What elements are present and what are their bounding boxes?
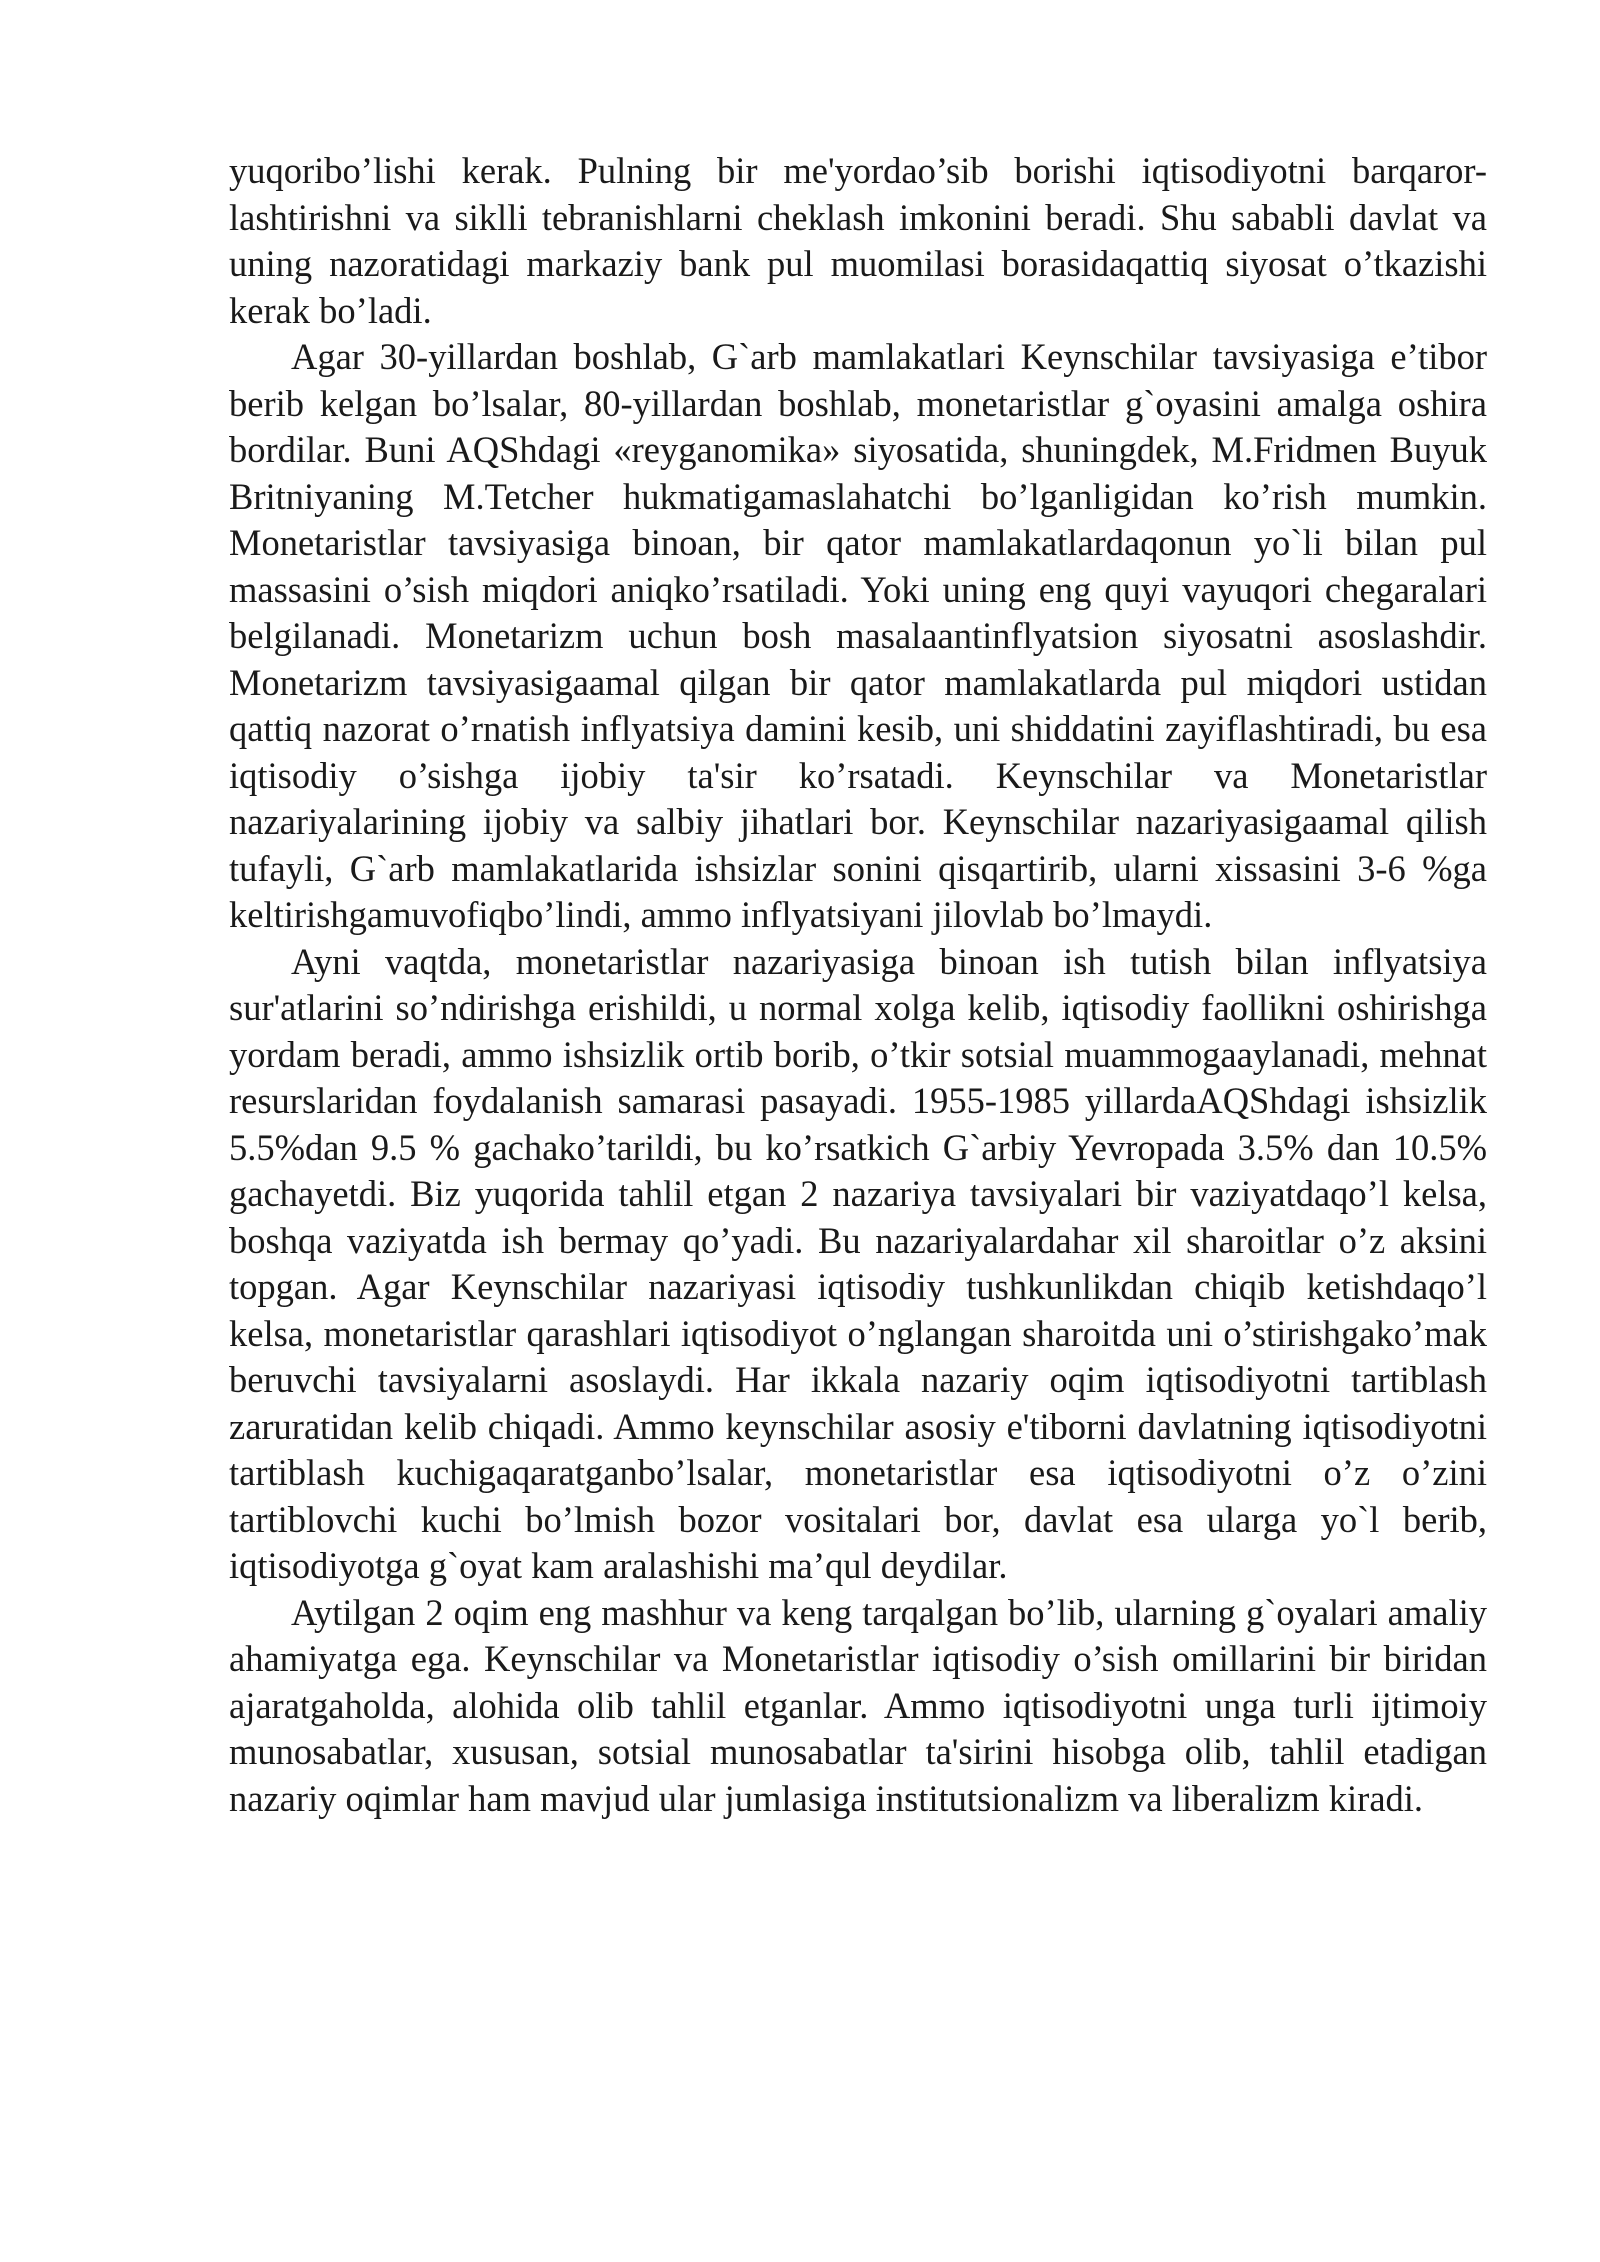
paragraph-1: yuqoribo’lishi kerak. Pulning bir me'yordao’sib borishi iqtisodiyotni barqaror-lashtirishni va siklli tebranishlarni cheklash imkonini beradi. Shu sababli davlat va uning nazoratidagi markaziy bank pul muomilasi borasidaqattiq siyosat o’tkazishi kerak bo’ladi. — [229, 150, 1487, 331]
paragraph-2: Agar 30-yillardan boshlab, G`arb mamlakatlari Keynschilar tavsiyasiga e’tibor berib kelgan bo’lsalar, 80-yillardan boshlab, monetaristlar g`oyasini amalga oshira bordilar. Buni AQShdagi «reyganomika» siyosatida, shuningdek, M.Fridmen Buyuk Britniyaning M.Tetcher hukmatigamaslahatchi bo’lganligidan ko’rish mumkin. Monetaristlar tavsiyasiga binoan, bir qator mamlakatlardaqonun yo`li bilan pul massasini o’sish miqdori aniqko’rsatiladi. Yoki uning eng quyi vayuqori chegaralari belgilanadi. Monetarizm uchun bosh masalaantinflyatsion siyosatni asoslashdir. Monetarizm tavsiyasigaamal qilgan bir qator mamlakatlarda pul miqdori ustidan qattiq nazorat o’rnatish inflyatsiya damini kesib, uni shiddatini zayiflashtiradi, bu esa iqtisodiy o’sishga ijobiy ta'sir ko’rsatadi. Keynschilar va Monetaristlar nazariyalarining ijobiy va salbiy jihatlari bor. Keynschilar nazariyasigaamal qilish tufayli, G`arb mamlakatlarida ishsizlar sonini qisqartirib, ularni xissasini 3-6 %ga keltirishgamuvofiqbo’lindi, ammo inflyatsiyani jilovlab bo’lmaydi. — [229, 336, 1487, 935]
paragraph-3: Ayni vaqtda, monetaristlar nazariyasiga binoan ish tutish bilan inflyatsiya sur'atlarini so’ndirishga erishildi, u normal xolga kelib, iqtisodiy faollikni oshirishga yordam beradi, ammo ishsizlik ortib borib, o’tkir sotsial muammogaaylanadi, mehnat resurslaridan foydalanish samarasi pasayadi. 1955-1985 yillardaAQShdagi ishsizlik 5.5%dan 9.5 % gachako’tarildi, bu ko’rsatkich G`arbiy Yevropada 3.5% dan 10.5% gachayetdi. Biz yuqorida tahlil etgan 2 nazariya tavsiyalari bir vaziyatdaqo’l kelsa, boshqa vaziyatda ish bermay qo’yadi. Bu nazariyalardahar xil sharoitlar o’z aksini topgan. Agar Keynschilar nazariyasi iqtisodiy tushkunlikdan chiqib ketishdaqo’l kelsa, monetaristlar qarashlari iqtisodiyot o’nglangan sharoitda uni o’stirishgako’mak beruvchi tavsiyalarni asoslaydi. Har ikkala nazariy oqim iqtisodiyotni tartiblash zaruratidan kelib chiqadi. Ammo keynschilar asosiy e'tiborni davlatning iqtisodiyotni tartiblash kuchigaqaratganbo’lsalar, monetaristlar esa iqtisodiyotni o’z o’zini tartiblovchi kuchi bo’lmish bozor vositalari bor, davlat esa ularga yo`l berib, iqtisodiyotga g`oyat kam aralashishi ma’qul deydilar. — [229, 940, 1487, 1586]
paragraph-4: Aytilgan 2 oqim eng mashhur va keng tarqalgan bo’lib, ularning g`oyalari amaliy ahamiyatga ega. Keynschilar va Monetaristlar iqtisodiy o’sish omillarini bir biridan ajaratgaholda, alohida olib tahlil etganlar. Ammo iqtisodiyotni unga turli ijtimoiy munosabatlar, xususan, sotsial munosabatlar ta'sirini hisobga olib, tahlil etadigan nazariy oqimlar ham mavjud ular jumlasiga institutsionalizm va liberalizm kiradi. — [229, 1591, 1487, 1819]
document-page — [229, 148, 1487, 1822]
